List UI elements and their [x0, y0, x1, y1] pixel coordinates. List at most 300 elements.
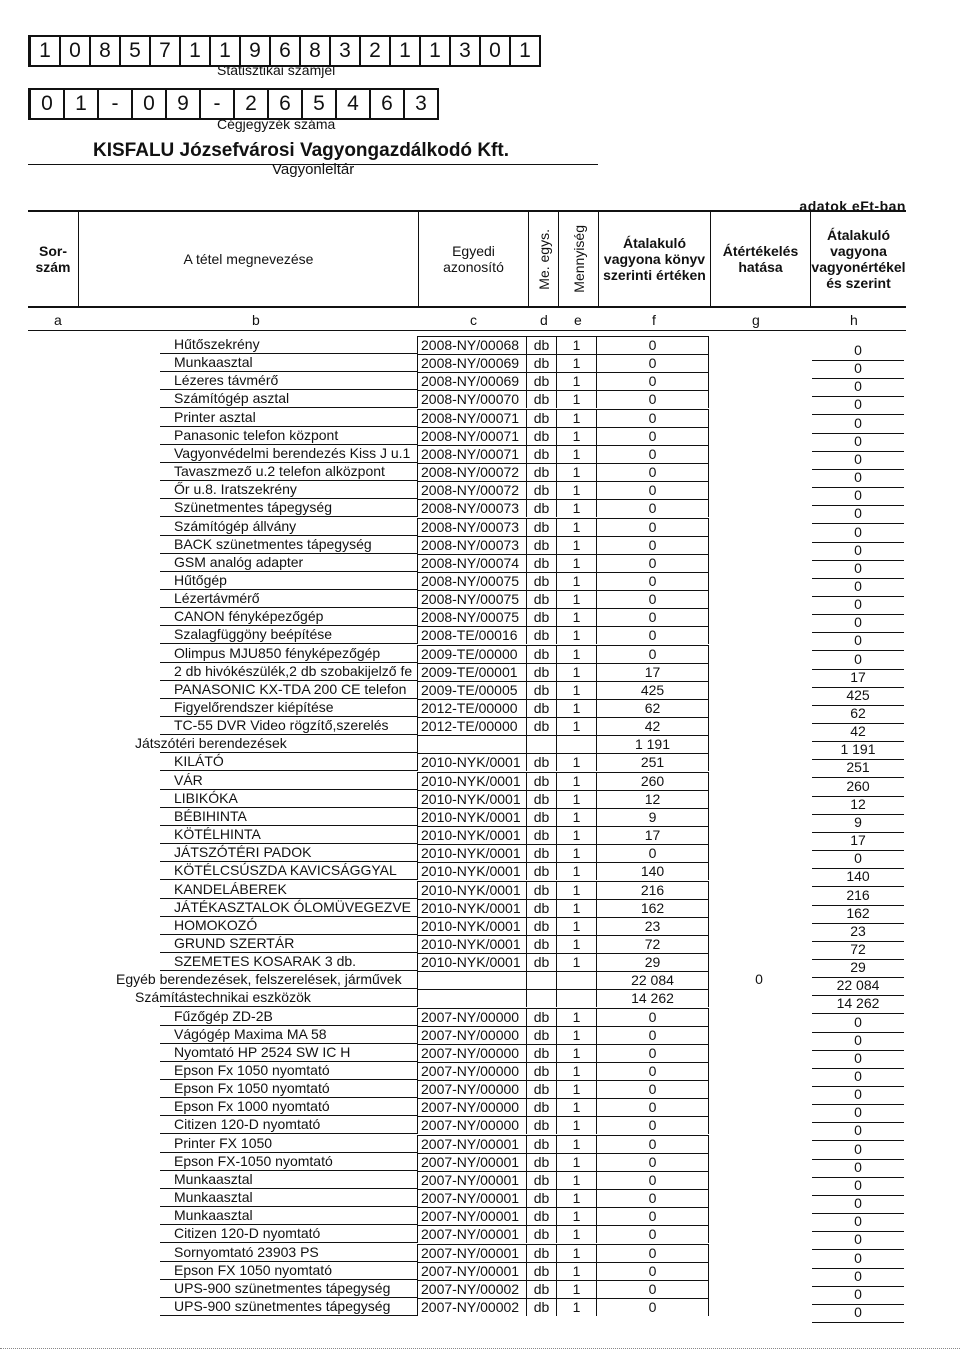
row-book-value: 425: [597, 681, 709, 699]
table-row: [0, 989, 960, 1012]
row-identifier: 2007-NY/00001: [417, 1135, 527, 1153]
row-unit: db: [527, 536, 557, 554]
row-unit: db: [527, 390, 557, 408]
row-quantity: 1: [557, 1280, 597, 1298]
row-identifier: 2010-NYK/0001: [417, 772, 527, 790]
row-identifier: 2008-NY/00068: [417, 336, 527, 354]
row-revaluation: [709, 862, 809, 880]
row-final-value: 0: [812, 1086, 904, 1105]
digit-box: 3: [449, 37, 479, 65]
table-row: [0, 862, 960, 885]
row-item-name: Printer asztal: [174, 408, 256, 425]
row-identifier: [417, 971, 527, 989]
row-unit: db: [527, 699, 557, 717]
row-book-value: 0: [597, 499, 709, 517]
row-unit: db: [527, 808, 557, 826]
row-item-name: KILÁTÓ: [174, 753, 224, 770]
row-final-value: 0: [812, 1177, 904, 1196]
row-identifier: 2010-NYK/0001: [417, 899, 527, 917]
row-final-value: 0: [812, 433, 904, 452]
column-letter-a: a: [54, 312, 62, 328]
row-item-name: CANON fényképezőgép: [174, 608, 324, 625]
table-row: [0, 916, 960, 939]
row-final-value: 0: [812, 614, 904, 633]
row-quantity: 1: [557, 717, 597, 735]
row-identifier: 2008-NY/00075: [417, 608, 527, 626]
row-quantity: 1: [557, 518, 597, 536]
row-item-name: Lézertávmérő: [174, 590, 260, 607]
row-identifier: 2008-NY/00069: [417, 372, 527, 390]
row-final-value: 0: [812, 632, 904, 651]
digit-box: 1: [419, 37, 449, 65]
row-revaluation: [709, 772, 809, 790]
table-row: [0, 553, 960, 576]
row-quantity: 1: [557, 372, 597, 390]
row-revaluation: [709, 753, 809, 771]
row-item-name: LIBIKÓKA: [174, 789, 238, 806]
row-final-value: 17: [812, 832, 904, 851]
row-quantity: 1: [557, 844, 597, 862]
row-unit: [527, 971, 557, 989]
row-item-name: KANDELÁBEREK: [174, 880, 287, 897]
row-item-name: Számítógép asztal: [174, 390, 290, 407]
row-book-value: 14 262: [597, 989, 709, 1007]
header-sorszam: Sor- szám: [35, 243, 71, 275]
row-item-name: UPS-900 szünetmentes tápegység: [174, 1279, 391, 1296]
row-quantity: 1: [557, 1298, 597, 1316]
row-book-value: 0: [597, 1280, 709, 1298]
row-item-name: Epson Fx 1050 nyomtató: [174, 1062, 330, 1078]
row-revaluation: [709, 1080, 809, 1098]
table-row: [0, 499, 960, 522]
row-identifier: 2010-NYK/0001: [417, 844, 527, 862]
digit-box: 2: [359, 37, 389, 65]
row-quantity: 1: [557, 354, 597, 372]
row-final-value: 62: [812, 705, 904, 724]
row-unit: db: [527, 753, 557, 771]
row-book-value: 0: [597, 390, 709, 408]
row-final-value: 162: [812, 905, 904, 924]
row-unit: db: [527, 1135, 557, 1153]
row-identifier: [417, 989, 527, 1007]
row-quantity: 1: [557, 663, 597, 681]
row-revaluation: [709, 518, 809, 536]
row-final-value: 0: [812, 1304, 904, 1323]
row-final-value: 0: [812, 1141, 904, 1160]
row-quantity: 1: [557, 1044, 597, 1062]
row-revaluation: [709, 826, 809, 844]
row-revaluation: [709, 1207, 809, 1225]
row-unit: db: [527, 518, 557, 536]
row-unit: db: [527, 1026, 557, 1044]
row-item-name: Szünetmentes tápegység: [174, 499, 332, 516]
row-unit: db: [527, 1189, 557, 1207]
row-quantity: 1: [557, 1153, 597, 1171]
row-final-value: 14 262: [812, 995, 904, 1014]
row-book-value: 0: [597, 554, 709, 572]
row-item-name: BÉBIHINTA: [174, 807, 247, 824]
row-book-value: 0: [597, 1080, 709, 1098]
row-quantity: 1: [557, 935, 597, 953]
row-book-value: 0: [597, 1262, 709, 1280]
row-revaluation: [709, 463, 809, 481]
row-unit: db: [527, 372, 557, 390]
row-unit: db: [527, 1262, 557, 1280]
table-row: [0, 535, 960, 558]
row-identifier: 2007-NY/00001: [417, 1244, 527, 1262]
row-unit: db: [527, 1225, 557, 1243]
row-item-name: Citizen 120-D nyomtató: [174, 1225, 321, 1242]
row-quantity: 1: [557, 499, 597, 517]
row-revaluation: [709, 899, 809, 917]
row-item-name: UPS-900 szünetmentes tápegység: [174, 1297, 391, 1314]
row-quantity: 1: [557, 390, 597, 408]
row-revaluation: [709, 808, 809, 826]
row-revaluation: [709, 735, 809, 753]
row-quantity: 1: [557, 881, 597, 899]
table-row: [0, 1170, 960, 1193]
row-item-name: Munkaasztal: [174, 1170, 253, 1187]
row-item-name: Lézeres távmérő: [174, 372, 279, 389]
row-final-value: 0: [812, 1250, 904, 1269]
row-revaluation: [709, 1026, 809, 1044]
row-item-name: Printer FX 1050: [174, 1134, 273, 1151]
row-identifier: 2008-NY/00070: [417, 390, 527, 408]
row-unit: db: [527, 1080, 557, 1098]
row-quantity: 1: [557, 1171, 597, 1189]
row-final-value: 0: [812, 1032, 904, 1051]
table-row: [0, 463, 960, 486]
row-book-value: 0: [597, 608, 709, 626]
table-row: [0, 1297, 960, 1320]
row-quantity: [557, 971, 597, 989]
row-unit: db: [527, 1153, 557, 1171]
row-book-value: 0: [597, 1044, 709, 1062]
row-item-name: Nyomtató HP 2524 SW IC H: [174, 1043, 351, 1060]
row-item-name: KÖTÉLCSÚSZDA KAVICSÁGGYAL: [174, 862, 397, 879]
row-revaluation: [709, 481, 809, 499]
row-quantity: 1: [557, 1098, 597, 1116]
row-revaluation: [709, 790, 809, 808]
row-final-value: 0: [812, 342, 904, 361]
row-quantity: 1: [557, 772, 597, 790]
row-book-value: 0: [597, 1098, 709, 1116]
row-item-name: Hűtőgép: [174, 571, 227, 588]
row-book-value: 0: [597, 354, 709, 372]
row-unit: db: [527, 645, 557, 663]
row-book-value: 23: [597, 917, 709, 935]
row-book-value: 0: [597, 1244, 709, 1262]
table-row: [0, 880, 960, 903]
row-identifier: 2009-TE/00005: [417, 681, 527, 699]
row-book-value: 260: [597, 772, 709, 790]
row-item-name: Munkaasztal: [174, 1189, 253, 1206]
row-unit: [527, 989, 557, 1007]
row-revaluation: [709, 1244, 809, 1262]
row-quantity: 1: [557, 826, 597, 844]
digit-box: 1: [29, 37, 59, 65]
row-final-value: 0: [812, 487, 904, 506]
row-item-name: Panasonic telefon központ: [174, 426, 339, 443]
row-item-name: Olimpus MJU850 fényképezőgép: [174, 644, 381, 661]
digit-box: 0: [131, 90, 165, 118]
row-final-value: 23: [812, 923, 904, 942]
row-item-name: Epson FX-1050 nyomtató: [174, 1152, 333, 1169]
row-unit: db: [527, 572, 557, 590]
row-revaluation: 0: [755, 971, 763, 988]
row-revaluation: [709, 390, 809, 408]
column-letter-b: b: [252, 312, 260, 328]
row-quantity: 1: [557, 1189, 597, 1207]
row-unit: db: [527, 1207, 557, 1225]
row-final-value: 17: [812, 669, 904, 688]
row-identifier: 2007-NY/00001: [417, 1262, 527, 1280]
row-identifier: 2008-NY/00073: [417, 499, 527, 517]
row-quantity: 1: [557, 572, 597, 590]
row-final-value: 251: [812, 759, 904, 778]
units-note: adatok eFt-ban: [799, 198, 906, 214]
table-row: [0, 807, 960, 830]
row-identifier: 2008-NY/00073: [417, 536, 527, 554]
row-book-value: 62: [597, 699, 709, 717]
page-bottom-edge: [0, 1348, 960, 1349]
table-row: [0, 971, 960, 994]
table-row: [0, 753, 960, 776]
row-final-value: 260: [812, 778, 904, 797]
header-unit: Me. egys.: [528, 212, 558, 306]
row-book-value: 17: [597, 663, 709, 681]
row-unit: db: [527, 663, 557, 681]
row-revaluation: [709, 554, 809, 572]
table-row: [0, 1116, 960, 1139]
row-identifier: 2008-NY/00071: [417, 445, 527, 463]
row-identifier: 2007-NY/00001: [417, 1153, 527, 1171]
digit-box: 2: [233, 90, 267, 118]
row-revaluation: [709, 935, 809, 953]
row-final-value: 0: [812, 396, 904, 415]
header-revaluation: Átértékelés hatása: [710, 212, 810, 306]
row-quantity: 1: [557, 1207, 597, 1225]
digit-box: 7: [149, 37, 179, 65]
row-revaluation: [709, 626, 809, 644]
row-item-name: Epson Fx 1000 nyomtató: [174, 1098, 330, 1115]
row-item-name: TC-55 DVR Video rögzítő,szerelés: [174, 717, 389, 734]
row-unit: db: [527, 445, 557, 463]
row-item-name: Őr u.8. Iratszekrény: [174, 481, 297, 498]
row-revaluation: [709, 372, 809, 390]
header-final-value: Átalakuló vagyona vagyonértékel és szerint: [810, 212, 906, 306]
row-item-name: Epson FX 1050 nyomtató: [174, 1261, 332, 1278]
row-final-value: 72: [812, 941, 904, 960]
row-book-value: 0: [597, 372, 709, 390]
row-final-value: 0: [812, 1268, 904, 1287]
row-quantity: 1: [557, 808, 597, 826]
header-item-name: A tétel megnevezése: [78, 212, 418, 306]
row-identifier: 2007-NY/00002: [417, 1280, 527, 1298]
row-final-value: 0: [812, 1014, 904, 1033]
row-item-name: JÁTSZÓTÉRI PADOK: [174, 844, 312, 861]
digit-box: 1: [389, 37, 419, 65]
table-row: [0, 626, 960, 649]
row-unit: db: [527, 409, 557, 427]
row-identifier: 2010-NYK/0001: [417, 790, 527, 808]
digit-box: 1: [209, 37, 239, 65]
row-book-value: 29: [597, 953, 709, 971]
digit-box: 6: [369, 90, 403, 118]
row-revaluation: [709, 1135, 809, 1153]
row-quantity: 1: [557, 1244, 597, 1262]
row-final-value: 216: [812, 887, 904, 906]
table-header: [28, 210, 906, 308]
row-unit: db: [527, 1062, 557, 1080]
row-revaluation: [709, 1153, 809, 1171]
row-book-value: 0: [597, 1207, 709, 1225]
row-item-name: Citizen 120-D nyomtató: [174, 1116, 321, 1133]
company-registration-caption: Cégjegyzék száma: [217, 116, 336, 132]
row-unit: db: [527, 354, 557, 372]
row-item-name: Tavaszmező u.2 telefon alközpont: [174, 463, 385, 480]
row-identifier: 2007-NY/00000: [417, 1062, 527, 1080]
row-unit: db: [527, 499, 557, 517]
row-final-value: 0: [812, 1122, 904, 1141]
row-book-value: 9: [597, 808, 709, 826]
table-row: [0, 590, 960, 613]
row-revaluation: [709, 717, 809, 735]
row-book-value: 1 191: [597, 735, 709, 753]
row-identifier: 2007-NY/00000: [417, 1026, 527, 1044]
row-quantity: 1: [557, 790, 597, 808]
row-item-name: Figyelőrendszer kiépítése: [174, 699, 334, 715]
row-final-value: 0: [812, 651, 904, 670]
row-unit: db: [527, 1098, 557, 1116]
row-book-value: 0: [597, 463, 709, 481]
row-identifier: 2007-NY/00000: [417, 1116, 527, 1134]
row-revaluation: [709, 917, 809, 935]
row-revaluation: [709, 645, 809, 663]
row-book-value: 0: [597, 1298, 709, 1316]
row-revaluation: [709, 1116, 809, 1134]
table-row: [0, 699, 960, 721]
table-row: [0, 1189, 960, 1212]
row-book-value: 0: [597, 445, 709, 463]
row-book-value: 0: [597, 409, 709, 427]
row-book-value: 0: [597, 1135, 709, 1153]
row-item-name: PANASONIC KX-TDA 200 CE telefon: [174, 680, 407, 697]
row-quantity: [557, 735, 597, 753]
table-row: [0, 735, 960, 758]
table-row: [0, 444, 960, 467]
row-unit: db: [527, 1116, 557, 1134]
row-unit: db: [527, 772, 557, 790]
row-item-name: Hűtőszekrény: [174, 336, 260, 352]
row-quantity: 1: [557, 862, 597, 880]
row-identifier: 2010-NYK/0001: [417, 826, 527, 844]
row-quantity: 1: [557, 681, 597, 699]
table-row: [0, 1225, 960, 1248]
row-revaluation: [709, 1044, 809, 1062]
row-unit: db: [527, 1171, 557, 1189]
column-letter-c: c: [470, 312, 477, 328]
row-quantity: 1: [557, 1008, 597, 1026]
table-row: [0, 1025, 960, 1048]
row-item-name: Vagyonvédelmi berendezés Kiss J u.1: [174, 444, 411, 461]
row-identifier: 2007-NY/00001: [417, 1225, 527, 1243]
row-revaluation: [709, 1098, 809, 1116]
row-revaluation: [709, 681, 809, 699]
row-unit: db: [527, 862, 557, 880]
row-book-value: 0: [597, 590, 709, 608]
column-letter-g: g: [752, 312, 760, 328]
row-quantity: 1: [557, 1080, 597, 1098]
row-final-value: 425: [812, 687, 904, 706]
column-letters: [28, 312, 906, 330]
digit-box: 6: [267, 90, 301, 118]
row-item-name: Szalagfüggöny beépítése: [174, 626, 333, 643]
row-identifier: 2008-NY/00075: [417, 590, 527, 608]
row-revaluation: [709, 844, 809, 862]
table-row: [0, 1279, 960, 1302]
row-final-value: 140: [812, 868, 904, 887]
row-unit: db: [527, 844, 557, 862]
row-unit: db: [527, 1244, 557, 1262]
row-final-value: 0: [812, 1213, 904, 1232]
table-row: [0, 1098, 960, 1121]
row-quantity: 1: [557, 590, 597, 608]
row-item-name: Munkaasztal: [174, 354, 253, 371]
row-book-value: 0: [597, 536, 709, 554]
row-book-value: 0: [597, 626, 709, 644]
row-revaluation: [709, 1225, 809, 1243]
row-quantity: 1: [557, 554, 597, 572]
row-unit: db: [527, 917, 557, 935]
row-unit: db: [527, 427, 557, 445]
row-book-value: 0: [597, 645, 709, 663]
row-book-value: 0: [597, 1171, 709, 1189]
row-quantity: 1: [557, 699, 597, 717]
row-identifier: 2012-TE/00000: [417, 699, 527, 717]
row-quantity: 1: [557, 536, 597, 554]
row-book-value: 0: [597, 518, 709, 536]
row-identifier: [417, 735, 527, 753]
row-book-value: 0: [597, 1153, 709, 1171]
row-revaluation: [709, 989, 809, 1007]
digit-box: -: [97, 90, 131, 118]
row-final-value: 0: [812, 469, 904, 488]
row-unit: db: [527, 790, 557, 808]
row-final-value: 0: [812, 524, 904, 543]
table-row: [0, 826, 960, 849]
row-final-value: 1 191: [812, 741, 904, 760]
header-quantity: Mennyiség: [558, 212, 598, 306]
row-unit: db: [527, 717, 557, 735]
table-row: [0, 1134, 960, 1157]
row-item-name: Számítástechnikai eszközök: [135, 989, 311, 1006]
digit-box: 0: [59, 37, 89, 65]
row-revaluation: [709, 1062, 809, 1080]
row-identifier: 2010-NYK/0001: [417, 953, 527, 971]
row-quantity: 1: [557, 753, 597, 771]
row-book-value: 251: [597, 753, 709, 771]
row-unit: db: [527, 935, 557, 953]
row-final-value: 0: [812, 850, 904, 869]
table-row: [0, 1207, 960, 1230]
table-row: [0, 898, 960, 921]
digit-box: 0: [29, 90, 63, 118]
row-underline: [160, 1315, 417, 1316]
table-row: [0, 1062, 960, 1084]
row-unit: db: [527, 481, 557, 499]
table-row: [0, 336, 960, 358]
